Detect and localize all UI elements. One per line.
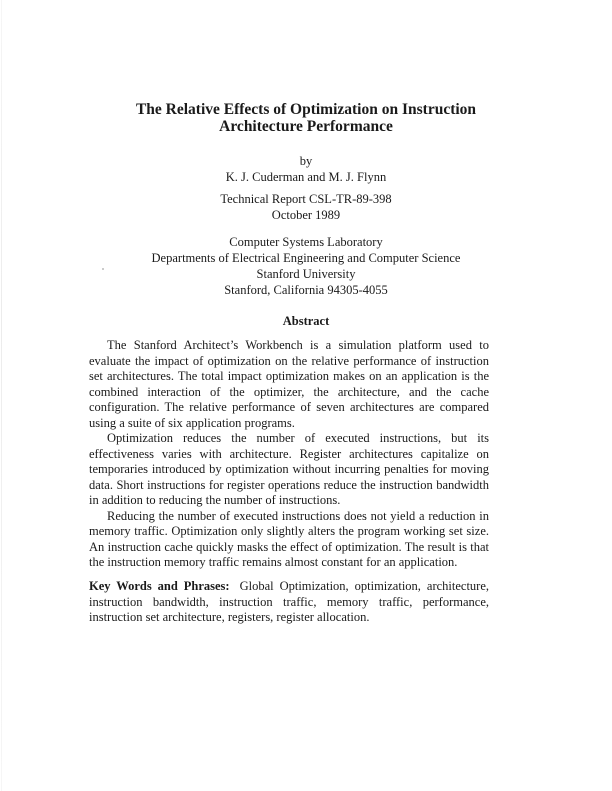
affiliation-line-1: Computer Systems Laboratory: [229, 235, 383, 249]
abstract-heading: Abstract: [282, 314, 330, 328]
title-line-1: The Relative Effects of Optimization on Instruction: [135, 101, 477, 118]
by-label: by: [299, 154, 313, 168]
report-number: Technical Report CSL-TR-89-398: [220, 192, 392, 206]
abstract-paragraph-2: Optimization reduces the number of executed instructions, but its effectiveness varies with architecture. Register architectures capitalize on temporaries introduced by optimization without incurring penalties for moving data. Short instructions for register operations reduce the instruction bandwidth in addition to reducing the number of instructions.: [89, 431, 489, 507]
paper-title: [0, 101, 612, 135]
title-line-2: Architecture Performance: [219, 118, 393, 135]
keywords-label: Key Words and Phrases:: [89, 579, 230, 593]
authors: K. J. Cuderman and M. J. Flynn: [225, 170, 387, 184]
abstract-paragraph-3: Reducing the number of executed instructions does not yield a reduction in memory traffic. Optimization only slightly alters the program working set size. An instruction cache quickly masks the effect of optimization. The result is that the instruction memory traffic remains almost constant for an application.: [89, 508, 489, 569]
abstract-body: [89, 338, 489, 571]
affiliation-block: [0, 234, 612, 298]
affiliation-line-4: Stanford, California 94305-4055: [224, 283, 388, 297]
affiliation-line-3: Stanford University: [256, 267, 356, 281]
abstract-paragraph-1: The Stanford Architect’s Workbench is a simulation platform used to evaluate the impact of optimization on the relative performance of instruction set architectures. The total impact optimization makes on an application is the combined interaction of the optimizer, the architecture, and the cache configuration. The relative performance of seven architectures are compared using a suite of six application programs.: [89, 338, 489, 430]
report-date: October 1989: [271, 208, 341, 222]
author-block: [0, 153, 612, 185]
report-block: [0, 191, 612, 223]
keywords-section: [89, 579, 489, 626]
keywords-text: Global Optimization, optimization, architecture, instruction bandwidth, instruction traffic, memory traffic, performance, instruction set architecture, registers, register allocation.: [89, 579, 490, 624]
affiliation-line-2: Departments of Electrical Engineering and Computer Science: [151, 251, 461, 265]
